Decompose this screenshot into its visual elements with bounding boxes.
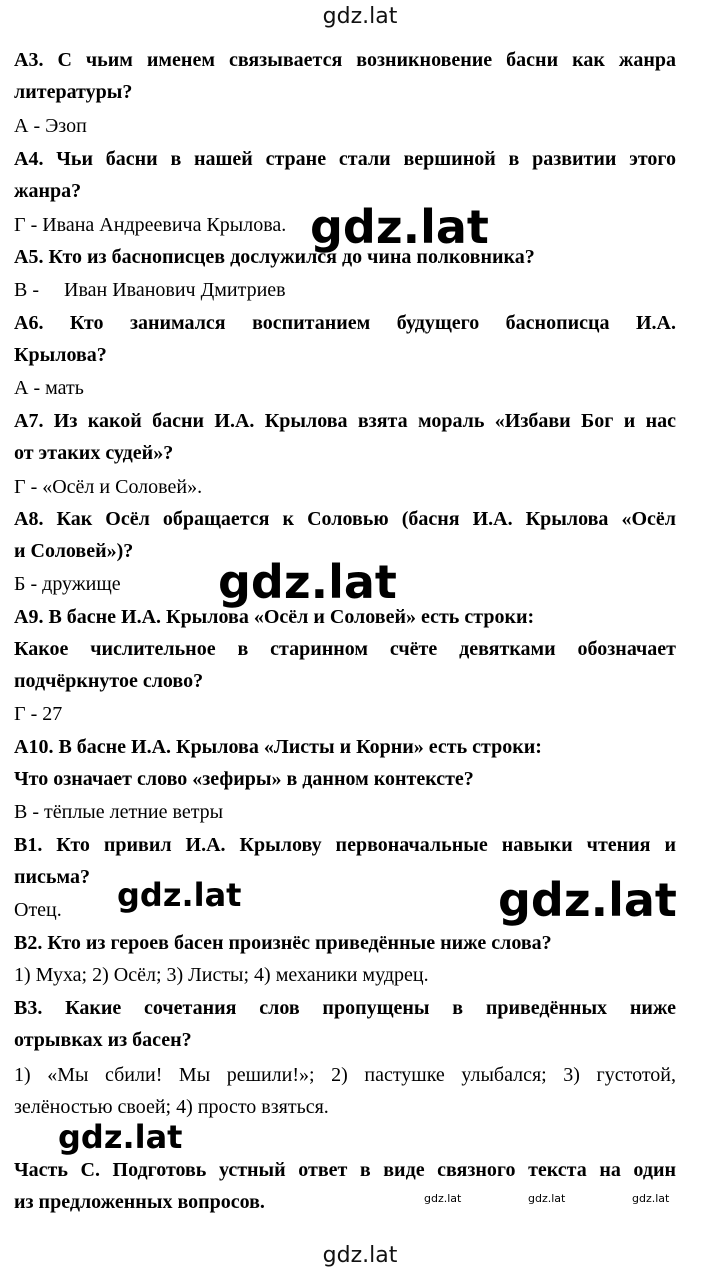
answer-a3: А - Эзоп — [14, 115, 87, 137]
question-a9-sub-line1: Какое числительное в старинном счёте девятками обозначает — [14, 638, 676, 660]
answer-a6: А - мать — [14, 377, 84, 399]
answer-b1: Отец. — [14, 899, 62, 921]
question-a4: жанра? — [14, 180, 82, 202]
question-a9: А9. В басне И.А. Крылова «Осёл и Соловей» есть строки: — [14, 606, 535, 628]
question-a10-sub: Что означает слово «зефиры» в данном контексте? — [14, 768, 474, 790]
watermark-logo: gdz.lat — [117, 876, 242, 914]
question-b3-line1: В3. Какие сочетания слов пропущены в приведённых ниже — [14, 997, 676, 1019]
answer-b3-line1: 1) «Мы сбили! Мы решили!»; 2) пастушке улыбался; 3) густотой, — [14, 1064, 676, 1086]
answer-a10: В - тёплые летние ветры — [14, 801, 224, 823]
question-a7: от этаких судей»? — [14, 442, 174, 464]
watermark-logo: gdz.lat — [498, 873, 677, 927]
watermark-logo: gdz.lat — [218, 555, 397, 609]
question-a5: А5. Кто из баснописцев дослужился до чина полковника? — [14, 246, 535, 268]
watermark-logo: gdz.lat — [632, 1192, 670, 1205]
part-c: из предложенных вопросов. — [14, 1191, 265, 1213]
question-a8-line1: А8. Как Осёл обращается к Соловью (басня И.А. Крылова «Осёл — [14, 508, 676, 530]
watermark-logo: gdz.lat — [528, 1192, 566, 1205]
question-b1-line1: В1. Кто привил И.А. Крылову первоначальные навыки чтения и — [14, 834, 676, 856]
question-b1: письма? — [14, 866, 90, 888]
question-a6-line1: А6. Кто занимался воспитанием будущего баснописца И.А. — [14, 312, 676, 334]
watermark-logo: gdz.lat — [310, 200, 489, 254]
answer-a5: В - Иван Иванович Дмитриев — [14, 279, 286, 301]
question-a4-line1: А4. Чьи басни в нашей стране стали вершиной в развитии этого — [14, 148, 676, 170]
header-watermark: gdz.lat — [322, 4, 398, 29]
question-a3-line1: А3. С чьим именем связывается возникновение басни как жанра — [14, 49, 676, 71]
question-a3: литературы? — [14, 81, 133, 103]
question-a6: Крылова? — [14, 344, 107, 366]
question-b2: В2. Кто из героев басен произнёс приведённые ниже слова? — [14, 932, 552, 954]
watermark-logo: gdz.lat — [424, 1192, 462, 1205]
answer-a7: Г - «Осёл и Соловей». — [14, 476, 203, 498]
question-a7-line1: А7. Из какой басни И.А. Крылова взята мораль «Избави Бог и нас — [14, 410, 676, 432]
answer-b3: зелёностью своей; 4) просто взяться. — [14, 1096, 329, 1118]
question-b3: отрывках из басен? — [14, 1029, 192, 1051]
question-a8: и Соловей»)? — [14, 540, 134, 562]
footer-watermark: gdz.lat — [322, 1243, 398, 1268]
answer-a9: Г - 27 — [14, 703, 63, 725]
question-a10: А10. В басне И.А. Крылова «Листы и Корни» есть строки: — [14, 736, 542, 758]
answer-a8: Б - дружище — [14, 573, 121, 595]
answer-b2: 1) Муха; 2) Осёл; 3) Листы; 4) механики мудрец. — [14, 964, 429, 986]
answer-a4: Г - Ивана Андреевича Крылова. — [14, 214, 287, 236]
part-c-line1: Часть С. Подготовь устный ответ в виде связного текста на один — [14, 1159, 676, 1181]
question-a9-sub: подчёркнутое слово? — [14, 670, 204, 692]
watermark-logo: gdz.lat — [58, 1118, 183, 1156]
